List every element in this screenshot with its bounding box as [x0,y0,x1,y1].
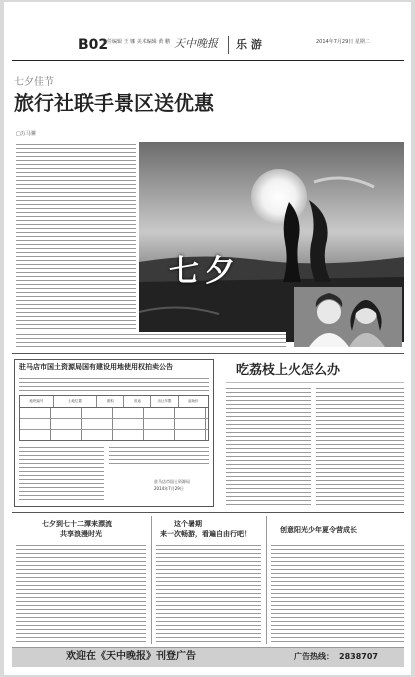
lychee-body-right [316,386,404,506]
auction-notice-contact [109,445,209,467]
lychee-headline: 吃荔枝上火怎么办 [236,363,341,378]
camp-headline: 创意阳光少年夏令营成长 [280,526,357,534]
issue-date: 2014年7月29日 星期二 [316,39,370,45]
column-divider [266,516,267,644]
rafting-headline-2: 共享浪漫时光 [60,530,102,538]
photo-caption: 七夕 [169,254,241,289]
auction-notice-signoff: 驻马店市国土资源局 [154,479,190,484]
feature-headline: 旅行社联手景区送优惠 [14,91,214,115]
section-rule-2 [12,512,404,513]
summer-headline-1: 这个暑期 [174,520,202,528]
footer-hotline-label: 广告热线： [294,652,334,661]
page-code: B02 [78,37,109,53]
table-header-cell: 用途 [124,396,151,407]
section-rule [12,353,404,354]
column-divider [151,516,152,644]
footer-hotline-number: 2838707 [339,652,378,661]
feature-byline: □万马骥 [16,131,36,137]
feature-body-left [16,142,136,332]
table-header-cell: 地块编号 [20,396,54,407]
feature-body-bottom [16,332,286,350]
table-header-cell: 起始价 [188,399,199,403]
table-header-cell: 土地位置 [54,396,97,407]
feature-kicker: 七夕佳节 [14,77,54,88]
auction-notice-terms [19,445,104,501]
newspaper-page [4,2,411,675]
summer-headline-2: 来一次畅游，看遍自由行吧！ [160,530,251,538]
lychee-rule [226,382,404,383]
auction-table [19,395,209,441]
table-row [20,419,208,430]
table-header-cell: 面积 [97,396,124,407]
couple-inset-photo [294,287,402,347]
auction-notice-title: 驻马店市国土资源局国有建设用地使用权拍卖公告 [19,363,173,371]
auction-notice-date: 2014年7月29日 [154,486,184,491]
header-rule [12,60,404,61]
auction-notice-intro [19,376,209,392]
editor-credits: 责任编辑 王 娜 美术编辑 黄 鹏 [102,39,170,45]
header-divider [228,36,229,54]
summer-body [156,543,261,643]
table-row [20,408,208,419]
camp-body [271,543,404,643]
table-row [20,430,208,440]
auction-table-header [20,396,208,408]
brand-logo: 天中晚报 [174,37,218,50]
footer-ad-text: 欢迎在《天中晚报》刊登广告 [66,651,196,662]
lychee-body-left [226,386,311,506]
rafting-headline-1: 七夕到七十二潭来漂流 [42,520,112,528]
rafting-body [16,543,146,643]
table-header-cell: 出让年限 [151,396,178,407]
section-title: 乐 游 [236,38,262,51]
